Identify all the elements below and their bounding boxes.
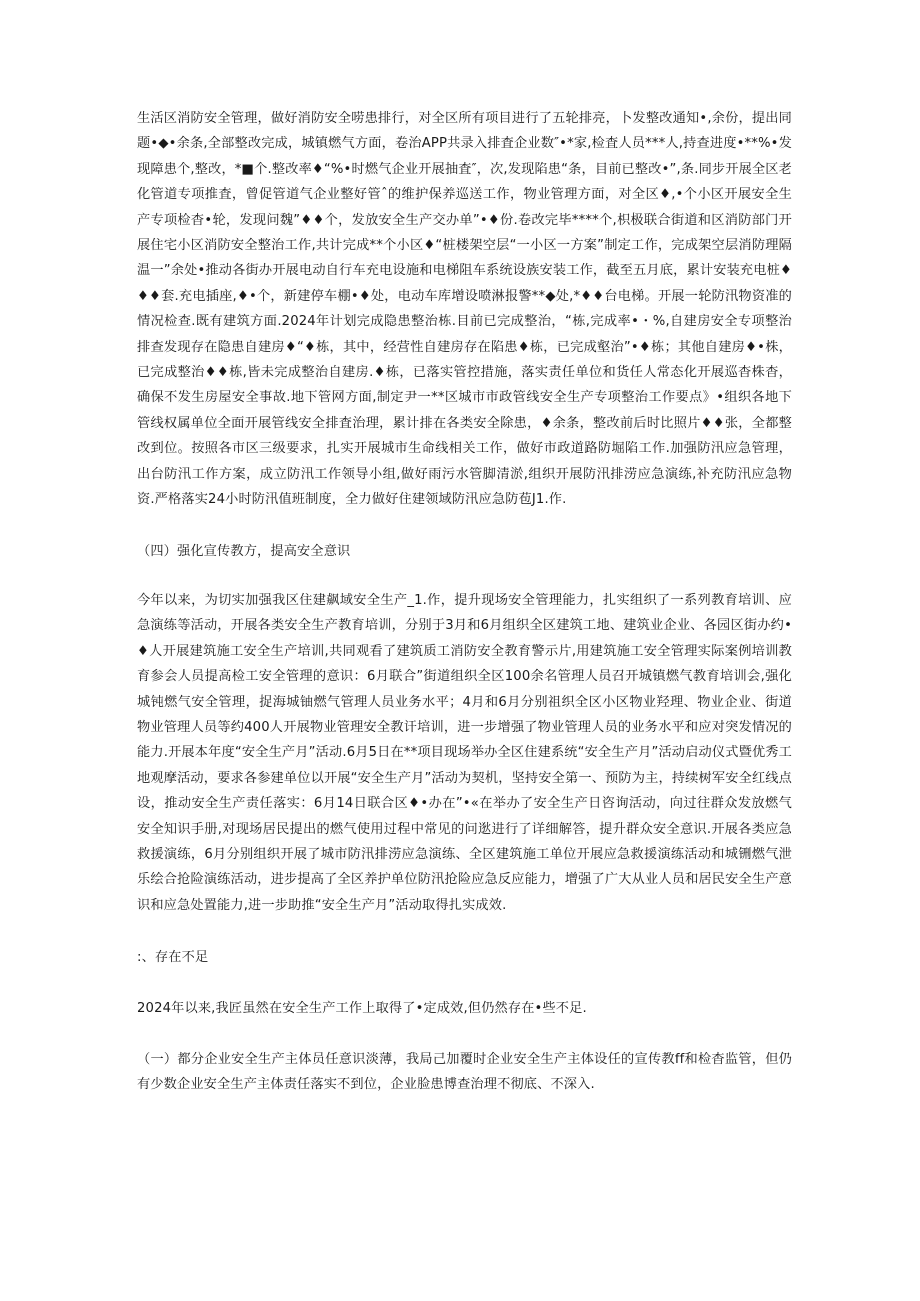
paragraph-safety-management: 生活区消防安全管理，做好消防安全唠患排行，对全区所有项目进行了五轮排亮，卜发整改通知•,余份，提出同题•◆•余条,全部整改完成，城镇燃气方面，卷治APP共录入排査企业数″•*家,检査人员***人,持查进度•**%•发现障患个,整改，*■个.整改率♦“%•时燃气企业开展抽査″，次,发现陷患“条，目前已整改•”,条.同步开展全区老化管道专项推査，曾促管道气企业整好管ˆ的维护保养巡送工作，物业管理方面，对全区♦,•个小区开展安全生产专项检杳•轮，发现问魏”♦♦个，发放安全生产交办单”•♦份.卷改完毕****个,枳极联合街道和区消防部门开展住宅小区消防安全整治工作,共计完成**个小区♦“桩楼架空层“一小区一方案”制定工作，完成架空层消防理隔温一”余处•推动各街办开展电动自行车充电设施和电梯阻车系统设族安装工作，截至五月底，累计安装充电桩♦♦♦套.充电插座,♦•个，新建停车棚•♦处，电动车库增设喷淋报警**◆处,*♦♦台电梯。开展一轮防汛物资准的情况检查.既有建筑方面.2024年计划完成隐患整治栋.目前已完成整治，“栋,完成率•・%,自建房安全专项整治排查发现存在隐患自建房♦“♦栋，其中，经营性自建房存在陷患♦栋，已完成壑治”•♦栋；其他自建房♦•株，已完成整治♦♦栋,皆未完成整治自建房.♦栋，已落实管控措施，落实责任单位和货任人常态化开展巡杳株杳，确保不发生房屋安全事故.地下管网方面,制定尹一**区城市市政管线安全生产专项整治工作要点》•组织各地下管线权属单位全面开展管线安全排査治理，累计排在各类安全除患，♦余条，整改前后时比照片♦♦张，全都整改到位。按照各市区三级要求，扎实开展城市生命线相关工作，做好市政道路防堀陷工作.加强防汛应急管理，出台防汛工作方案，成立防汛工作领导小组,做好雨污水管脚清淤,组织开展防汛排涝应急演练,补充防汛应急物资.严格落实24小时防汛值班制度，全力做好住建领域防汛应急防苞J1.作.	[137, 111, 792, 508]
section-heading-shortcomings: :、存在不足	[137, 950, 209, 966]
document-page	[137, 106, 792, 1098]
paragraph-education-training: 今年以来，为切实加强我区住建飙域安全生产_1.作，提升现场安全管理能力，扎实组织了一系列教育培训、应急演练等活动，开展各类安全生产教育培训，分别于3月和6月组织全区建筑工地、建筑业企业、各园区街办约•♦人开展建筑施工安全生产培训,共同观看了建筑质工消防安全教育警示片,用建筑施工安全管理实际案例培训教育参会人员提高检工安全管理的意识：6月联合”街道组织全区100余名管理人员召开城镇燃气教育培训会,强化城钝燃气安全管理，捉海城铀燃气管理人员业务水平；4月和6月分别祖织全区小区物业羟理、物业企业、街道物业管理人员等约400人开展物业管理安全教讦培训，进一步增强了物业管理人员的业务水平和应对突发情况的能力.开展本年度“安全生产月”活动.6月5日在**项目现场举办全区住建系统“安全生产月”活动启动仪式暨优秀工地观摩活动，要求各参建单位以开展“安全生产月”活动为契机，坚持安全第一、预防为主，持续树军安全红线点设，推动安全生产责任落实：6月14日联合区♦•办在”•«在举办了安全生产日咨询活动，向过往群众发放燃气安全知识手册,对现场居民提出的燃气使用过程中常见的问逖进行了详细解答，提升群众安全意识.开展各类应急救援演练，6月分别组织开展了城市防汛排涝应急演练、全区建筑施工单位开展应急救援演练活动和城铏燃气泄乐绘合抢险演练活动，进步提高了全区养护单位防汛抢险应急反应能力，增强了广大从业人员和居民安全生产意识和应急处置能力,进一步助推“安全生产月”活动取得扎实成效.	[137, 592, 792, 913]
paragraph-shortcomings-summary: 2024年以来,我匠虽然在安全生产工作上取得了•定成效,但仍然存在•些不足.	[137, 1000, 587, 1016]
section-heading-publicity-education: （四）强化宣传教方，提高安全意识	[137, 543, 351, 559]
paragraph-enterprise-responsibility: （一）都分企业安全生产主体员任意识淡薄，我局己加覆时企业安全生产主体设任的宣传教ff和检杳监管，但仍有少数企业安全生产主体责任落实不到位，企业脸患博查治理不彻底、不深入.	[137, 1052, 792, 1093]
